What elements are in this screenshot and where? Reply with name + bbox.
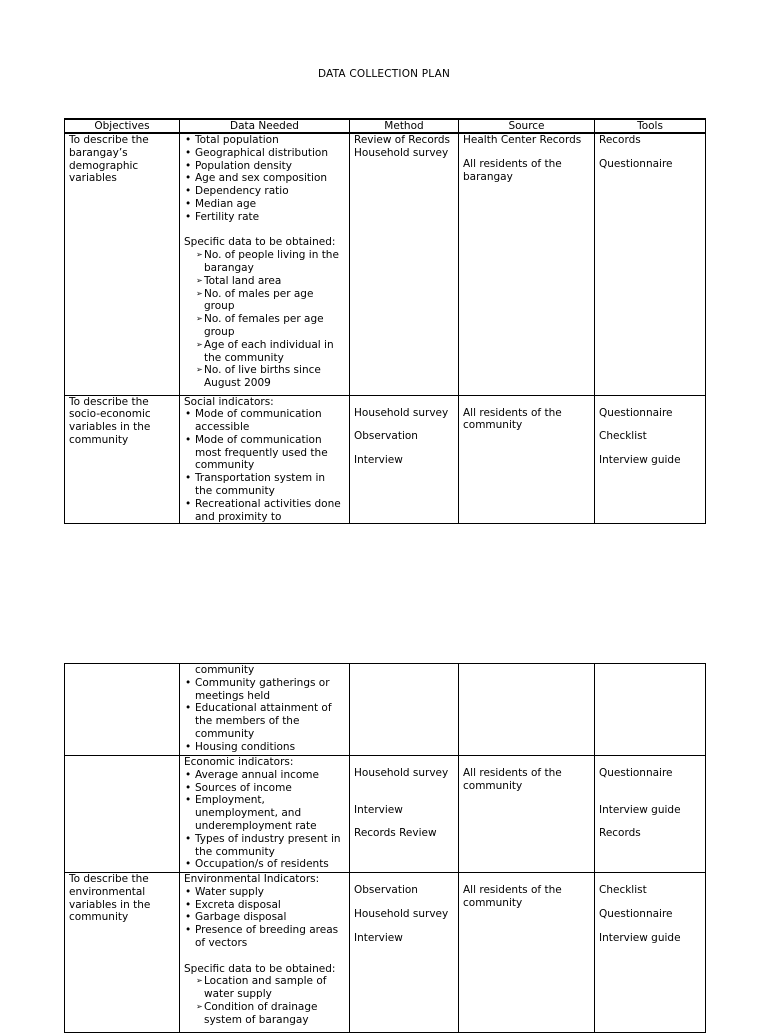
tools-cell [595, 133, 706, 395]
method-text: Observation [354, 884, 418, 896]
method-text: Records Review [354, 827, 437, 840]
objective-text: To describe the barangay’s demographic variables [69, 134, 149, 185]
list-item: • Recreational activities done and proximity to [184, 498, 345, 524]
data-needed-list [184, 134, 345, 224]
list-item: • Geographical distribution [184, 147, 345, 160]
list-item: • Garbage disposal [184, 911, 345, 924]
list-item: • Mode of communication accessible [184, 408, 345, 434]
specific-data-label: Specific data to be obtained: [184, 236, 336, 249]
specific-data-label: Specific data to be obtained: [184, 962, 336, 975]
source-text: All residents of the barangay [463, 157, 562, 183]
source-cell [459, 133, 595, 395]
table-row-demographic [65, 133, 706, 395]
source-text: All residents of the community [463, 767, 562, 792]
method-text: Interview [354, 931, 403, 944]
data-needed-list [184, 677, 345, 754]
objective-text: To describe the environmental variables in the community [69, 873, 151, 924]
method-text: Household survey [354, 907, 449, 920]
tools-text: Records [599, 134, 641, 146]
specific-data-list [184, 975, 345, 1026]
data-collection-plan-table [64, 118, 706, 524]
data-needed-cell [180, 664, 350, 756]
list-item: • Occupation/s of residents [184, 858, 345, 871]
tools-text: Questionnaire [599, 907, 673, 920]
method-text: Household survey [354, 767, 449, 779]
tools-text: Interview guide [599, 931, 681, 944]
header-data-needed: Data Needed [180, 119, 350, 133]
data-needed-list [184, 886, 345, 950]
tools-text: Questionnaire [599, 767, 673, 779]
data-needed-cell [180, 395, 350, 524]
data-needed-cell [180, 133, 350, 395]
objective-cell [65, 133, 180, 395]
list-item: • Population density [184, 160, 345, 173]
specific-data-list [184, 249, 345, 390]
indicator-label: Economic indicators: [184, 756, 294, 768]
header-source: Source [459, 119, 595, 133]
list-item: ➢ Age of each individual in the community [196, 339, 345, 365]
indicator-label: Social indicators: [184, 395, 274, 408]
tools-text: Questionnaire [599, 157, 673, 170]
tools-text: Records [599, 827, 641, 840]
list-item: • Mode of communication most frequently used the community [184, 434, 345, 472]
source-text: All residents of the community [463, 884, 562, 909]
tools-text: Questionnaire [599, 406, 673, 419]
list-item: ➢ No. of males per age group [196, 288, 345, 314]
list-item: • Housing conditions [184, 741, 345, 754]
data-needed-cell [180, 873, 350, 1033]
objective-cell [65, 756, 180, 873]
method-text: Household survey [354, 146, 449, 159]
list-item: ➢ Location and sample of water supply [196, 975, 345, 1001]
method-cell [350, 395, 459, 524]
tools-cell [595, 873, 706, 1033]
indicator-label: Environmental Indicators: [184, 873, 320, 885]
list-item: ➢ Condition of drainage system of barangay [196, 1001, 345, 1027]
continued-text: community [195, 664, 255, 676]
list-item: • Dependency ratio [184, 185, 345, 198]
list-item: • Age and sex composition [184, 172, 345, 185]
method-text: Interview [354, 803, 403, 816]
tools-cell [595, 395, 706, 524]
list-item: • Community gatherings or meetings held [184, 677, 345, 703]
tools-cell [595, 664, 706, 756]
list-item: • Fertility rate [184, 211, 345, 224]
table-row-environmental [65, 873, 706, 1033]
table-row-socio-economic [65, 395, 706, 524]
data-needed-cell [180, 756, 350, 873]
header-method: Method [350, 119, 459, 133]
source-cell [459, 664, 595, 756]
source-cell [459, 395, 595, 524]
objective-cell [65, 664, 180, 756]
tools-text: Checklist [599, 430, 647, 443]
method-text: Household survey [354, 406, 449, 419]
method-cell [350, 873, 459, 1033]
header-objectives: Objectives [65, 119, 180, 133]
source-cell [459, 756, 595, 873]
method-cell [350, 133, 459, 395]
table-row-social-continued [65, 664, 706, 756]
objective-cell [65, 873, 180, 1033]
tools-text: Checklist [599, 884, 647, 896]
source-cell [459, 873, 595, 1033]
tools-text: Interview guide [599, 803, 681, 816]
header-tools: Tools [595, 119, 706, 133]
list-item: • Water supply [184, 886, 345, 899]
table-header-row [65, 119, 706, 133]
method-text: Interview [354, 454, 403, 467]
list-item: • Average annual income [184, 769, 345, 782]
tools-text: Interview guide [599, 454, 681, 467]
data-collection-plan-table-continued [64, 663, 706, 1033]
method-cell [350, 664, 459, 756]
list-item: • Sources of income [184, 782, 345, 795]
objective-text: To describe the socio-economic variables in the community [69, 395, 151, 446]
list-item: • Presence of breeding areas of vectors [184, 924, 345, 950]
method-cell [350, 756, 459, 873]
source-text: Health Center Records [463, 134, 582, 146]
list-item: • Total population [184, 134, 345, 147]
list-item: • Median age [184, 198, 345, 211]
source-text: All residents of the community [463, 406, 562, 432]
tools-cell [595, 756, 706, 873]
list-item: • Employment, unemployment, and underemployment rate [184, 794, 345, 832]
list-item: ➢ No. of live births since August 2009 [196, 364, 345, 390]
list-item: • Educational attainment of the members of the community [184, 702, 345, 740]
data-needed-list [184, 769, 345, 871]
list-item: • Excreta disposal [184, 899, 345, 912]
list-item: ➢ No. of people living in the barangay [196, 249, 345, 275]
list-item: ➢ No. of females per age group [196, 313, 345, 339]
method-text: Review of Records [354, 134, 451, 146]
document-title: DATA COLLECTION PLAN [317, 68, 451, 80]
list-item: ➢ Total land area [196, 275, 345, 288]
table-row-economic [65, 756, 706, 873]
objective-cell [65, 395, 180, 524]
method-text: Observation [354, 430, 418, 443]
data-needed-list [184, 408, 345, 523]
list-item: • Types of industry present in the community [184, 833, 345, 859]
list-item: • Transportation system in the community [184, 472, 345, 498]
